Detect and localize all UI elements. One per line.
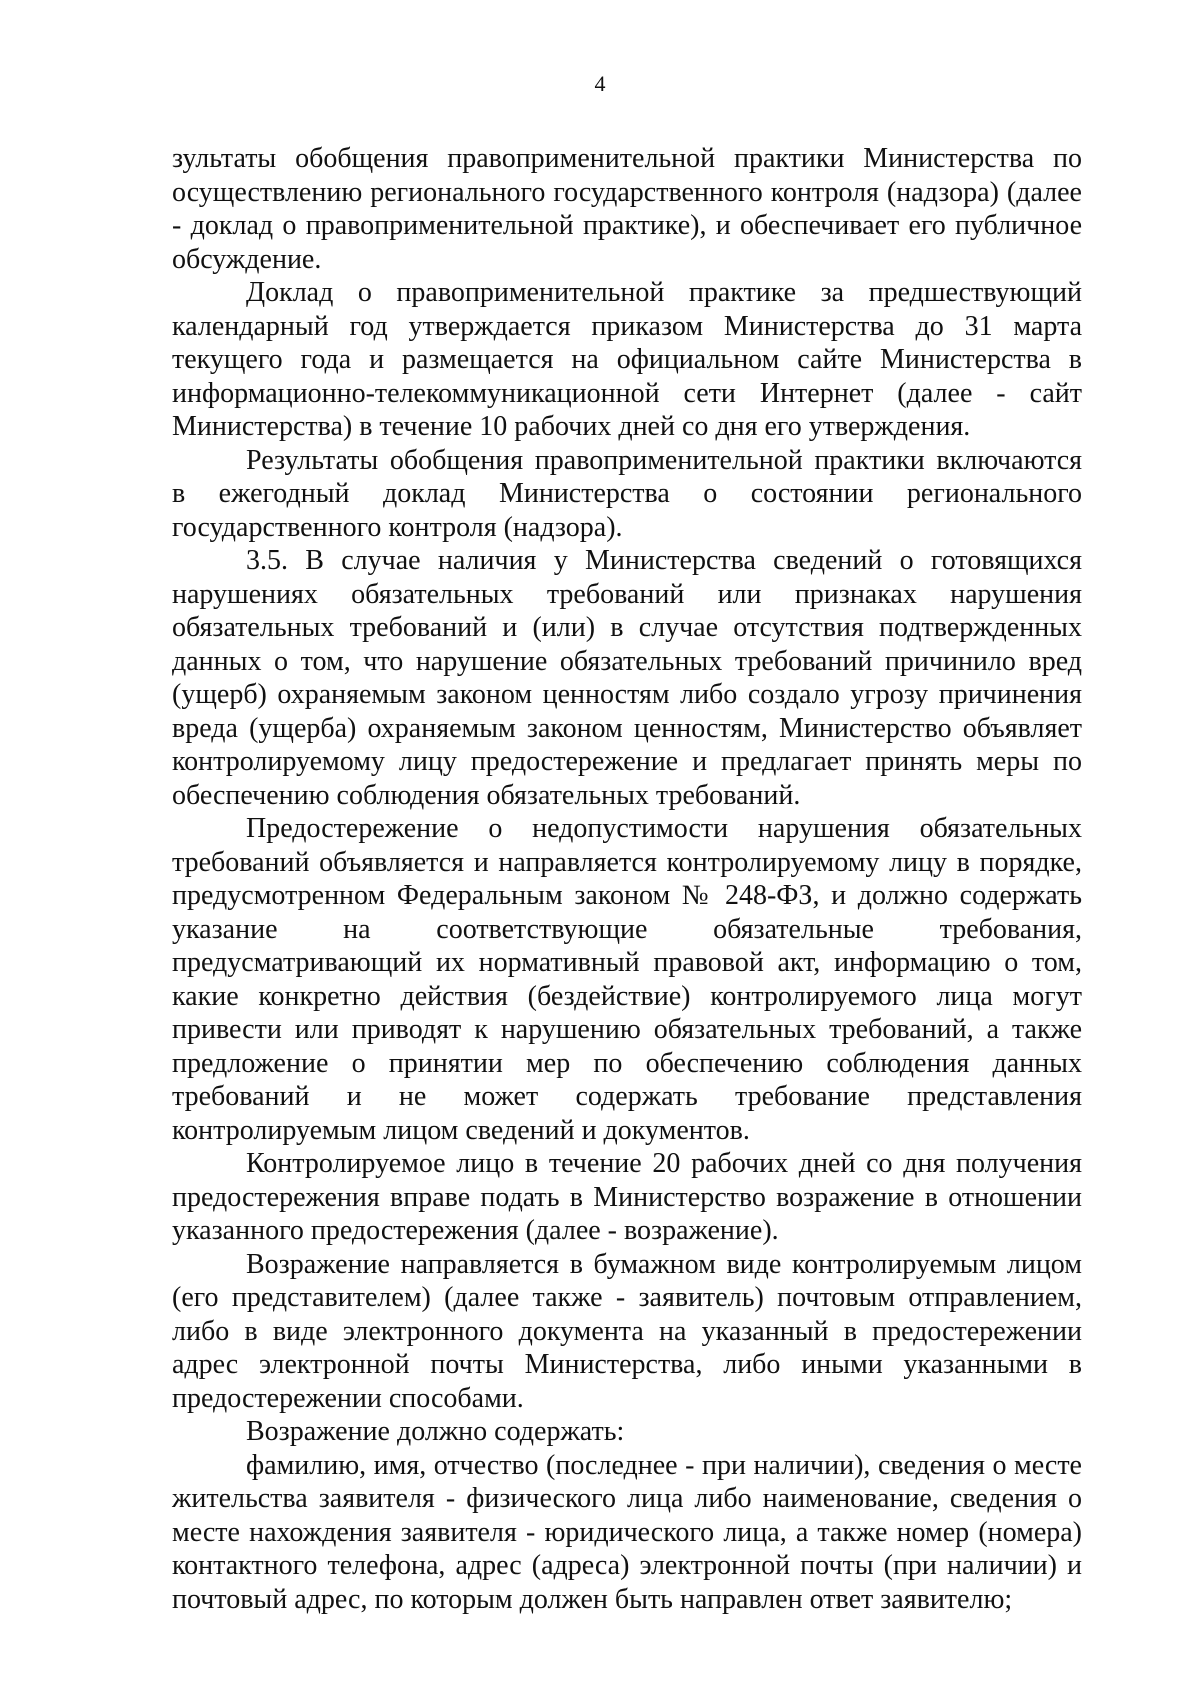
paragraph-warning-content: Предостережение о недопустимости нарушения обязательных требований объявляется и направляется контролируемому лицу в порядке, предусмотренном Федеральным законом № 248-ФЗ, и должно содержать указание на соответствующие обязательные требования, предусматривающий их нормативный правовой акт, информацию о том, какие конкретно действия (бездействие) контролируемого лица могут привести или приводят к нарушению обязательных требований, а также предложение о принятии мер по обеспечению соблюдения данных требований и не может содержать требование представления контролируемым лицом сведений и документов. [172, 813, 1082, 1146]
paragraph-objection-contents-item: фамилию, имя, отчество (последнее - при наличии), сведения о месте жительства заявителя - физического лица либо наименование, сведения о месте нахождения заявителя - юридического лица, а также номер (номера) контактного телефона, адрес (адреса) электронной почты (при наличии) и почтовый адрес, по которым должен быть направлен ответ заявителю; [172, 1449, 1082, 1615]
document-body [172, 142, 1082, 1616]
paragraph-results-inclusion: Результаты обобщения правоприменительной практики включаются в ежегодный доклад Министерства о состоянии регионального государственного контроля (надзора). [172, 444, 1082, 543]
paragraph-continued: зультаты обобщения правоприменительной практики Министерства по осуществлению регионального государственного контроля (надзора) (далее - доклад о правоприменительной практике), и обеспечивает его публичное обсуждение. [172, 143, 1082, 275]
paragraph-report-approval: Доклад о правоприменительной практике за предшествующий календарный год утверждается приказом Министерства до 31 марта текущего года и размещается на официальном сайте Министерства в информационно-телекоммуникационной сети Интернет (далее - сайт Министерства) в течение 10 рабочих дней со дня его утверждения. [172, 277, 1082, 442]
page-number: 4 [594, 71, 606, 96]
paragraph-3-5-warning: 3.5. В случае наличия у Министерства сведений о готовящихся нарушениях обязательных требований или признаках нарушения обязательных требований и (или) в случае отсутствия подтвержденных данных о том, что нарушение обязательных требований причинило вред (ущерб) охраняемым законом ценностям либо создало угрозу причинения вреда (ущерба) охраняемым законом ценностям, Министерство объявляет контролируемому лицу предостережение и предлагает принять меры по обеспечению соблюдения обязательных требований. [172, 545, 1082, 811]
paragraph-objection-delivery: Возражение направляется в бумажном виде контролируемым лицом (его представителем) (далее также - заявитель) почтовым отправлением, либо в виде электронного документа на указанный в предостережении адрес электронной почты Министерства, либо иными указанными в предостережении способами. [172, 1248, 1082, 1414]
paragraph-objection-right: Контролируемое лицо в течение 20 рабочих дней со дня получения предостережения вправе подать в Министерство возражение в отношении указанного предостережения (далее - возражение). [172, 1148, 1082, 1246]
paragraph-objection-contents-intro: Возражение должно содержать: [246, 1416, 625, 1447]
